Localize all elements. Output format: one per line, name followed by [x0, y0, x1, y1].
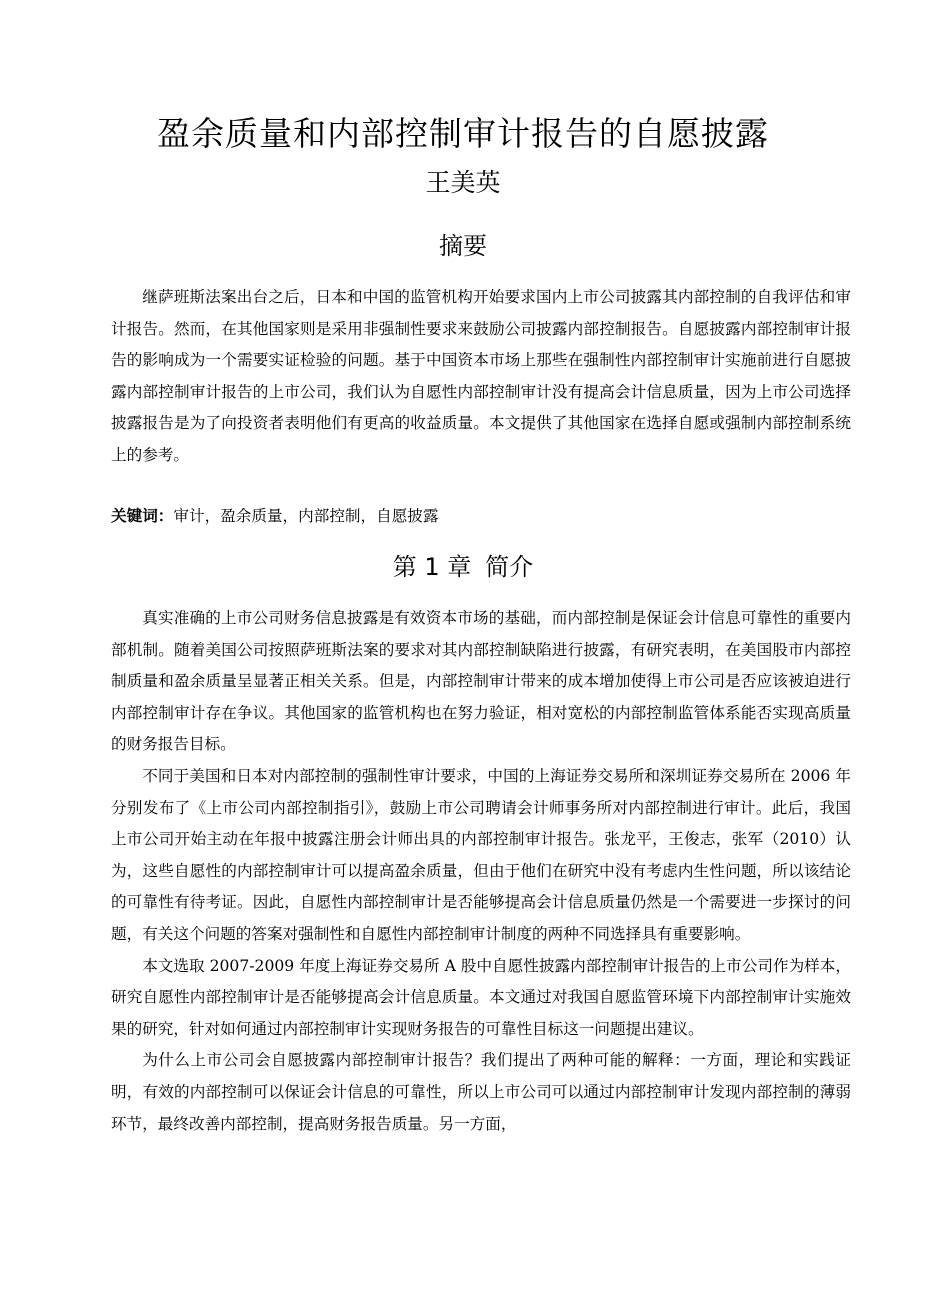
chapter-number: 第 1 章 [392, 553, 472, 581]
abstract-heading: 摘要 [439, 232, 487, 260]
abstract-paragraph: 继萨班斯法案出台之后，日本和中国的监管机构开始要求国内上市公司披露其内部控制的自我评估和审计报告。然而，在其他国家则是采用非强制性要求来鼓励公司披露内部控制报告。自愿披露内部控制审计报告的影响成为一个需要实证检验的问题。基于中国资本市场上那些在强制性内部控制审计实施前进行自愿披露内部控制审计报告的上市公司，我们认为自愿性内部控制审计没有提高会计信息质量，因为上市公司选择披露报告是为了向投资者表明他们有更高的收益质量。本文提供了其他国家在选择自愿或强制内部控制系统上的参考。 [111, 288, 851, 464]
introduction-section [111, 603, 851, 1140]
keywords-label: 关键词： [111, 507, 174, 525]
body-paragraph: 本文选取 2007-2009 年度上海证券交易所 A 股中自愿性披露内部控制审计报告的上市公司作为样本，研究自愿性内部控制审计是否能够提高会计信息质量。本文通过对我国自愿监管环境下内部控制审计实施效果的研究，针对如何通过内部控制审计实现财务报告的可靠性目标这一问题提出建议。 [111, 956, 851, 1038]
body-paragraph: 不同于美国和日本对内部控制的强制性审计要求，中国的上海证券交易所和深圳证券交易所在 2006 年分别发布了《上市公司内部控制指引》，鼓励上市公司聘请会计师事务所对内部控制进行审计。此后，我国上市公司开始主动在年报中披露注册会计师出具的内部控制审计报告。张龙平，王俊志，张军（2010）认为，这些自愿性的内部控制审计可以提高盈余质量，但由于他们在研究中没有考虑内生性问题，所以该结论的可靠性有待考证。因此，自愿性内部控制审计是否能够提高会计信息质量仍然是一个需要进一步探讨的问题，有关这个问题的答案对强制性和自愿性内部控制审计制度的两种不同选择具有重要影响。 [111, 766, 851, 943]
keywords-line [111, 500, 851, 532]
body-paragraph: 为什么上市公司会自愿披露内部控制审计报告？我们提出了两种可能的解释：一方面，理论和实践证明，有效的内部控制可以保证会计信息的可靠性，所以上市公司可以通过内部控制审计发现内部控制的薄弱环节，最终改善内部控制，提高财务报告质量。另一方面， [111, 1051, 851, 1133]
paper-author: 王美英 [425, 168, 501, 197]
body-paragraph: 真实准确的上市公司财务信息披露是有效资本市场的基础，而内部控制是保证会计信息可靠性的重要内部机制。随着美国公司按照萨班斯法案的要求对其内部控制缺陷进行披露，有研究表明，在美国股市内部控制质量和盈余质量呈显著正相关关系。但是，内部控制审计带来的成本增加使得上市公司是否应该被迫进行内部控制审计存在争议。其他国家的监管机构也在努力验证，相对宽松的内部控制监管体系能否实现高质量的财务报告目标。 [111, 609, 851, 754]
abstract-section [111, 282, 851, 472]
paper-title: 盈余质量和内部控制审计报告的自愿披露 [157, 114, 769, 153]
chapter-title: 简介 [485, 553, 534, 581]
chapter-heading [0, 546, 926, 588]
keywords-list: 审计，盈余质量，内部控制，自愿披露 [173, 507, 439, 525]
